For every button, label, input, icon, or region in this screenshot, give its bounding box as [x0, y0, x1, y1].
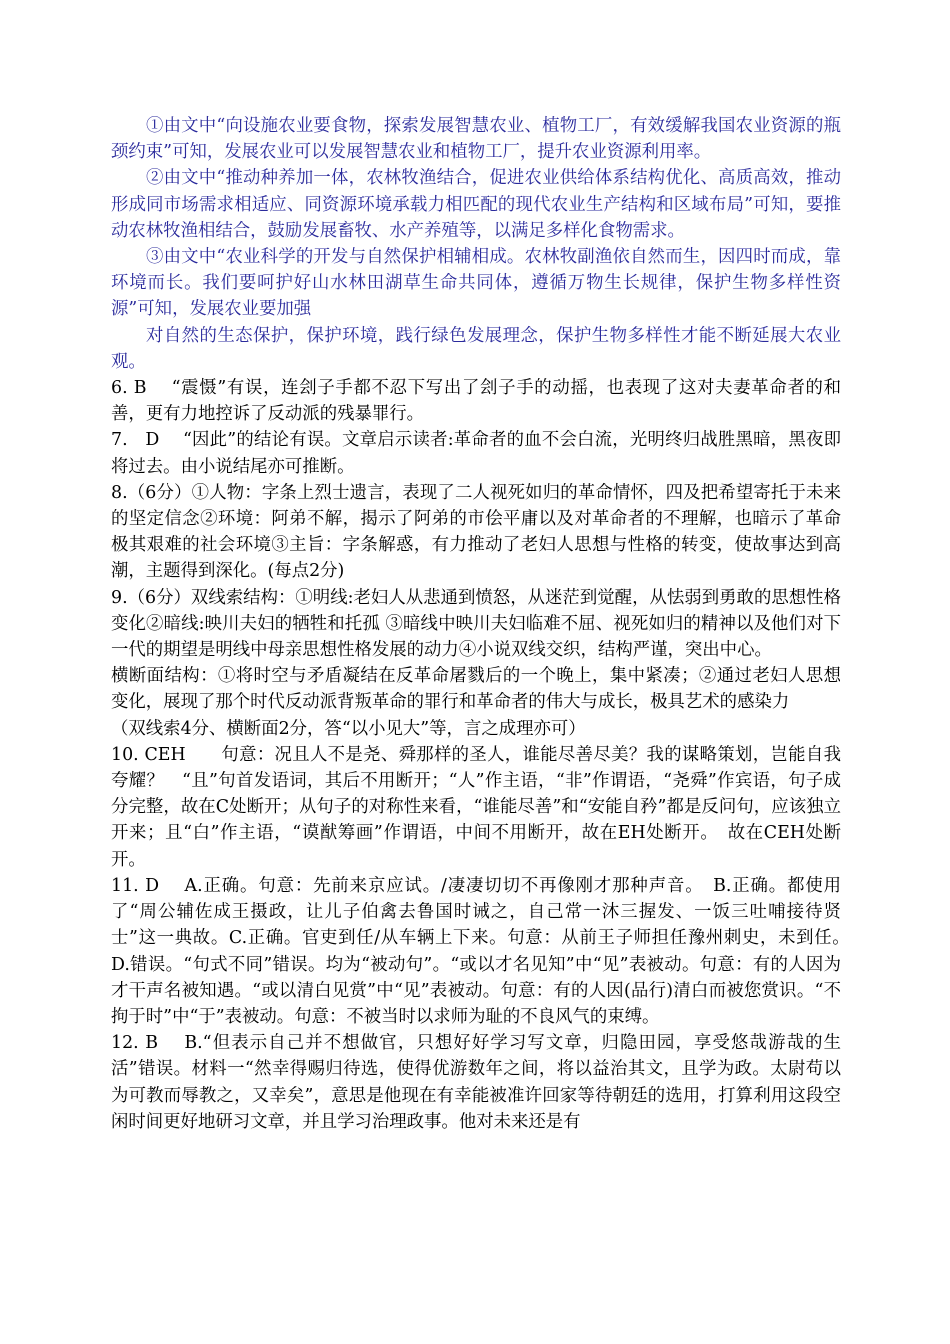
answer-paragraph: 9.（6分）双线索结构：①明线:老妇人从悲通到愤怒，从迷茫到觉醒，从怯弱到勇敢的思想性格变化②暗线:映川夫妇的牺牲和托孤 ③暗线中映川夫妇临难不屈、视死如归的精神以及他们对下一代的期望是明线中母亲思想性格发展的动力④小说双线交织，结构严谨，突出中心。 [111, 587, 841, 661]
answer-paragraph: 8.（6分）①人物：字条上烈士遗言，表现了二人视死如归的革命情怀，四及把希望寄托于未来的坚定信念②环境：阿弟不解，揭示了阿弟的市侩平庸以及对革命者的不理解，也暗示了革命极其艰难的社会环境③主旨：字条解惑，有力推动了老妇人思想与性格的转变，使故事达到高潮，主题得到深化。(每点2分) [111, 482, 841, 582]
answer-paragraph: 7. D “因此”的结论有误。文章启示读者:革命者的血不会白流，光明终归战胜黑暗，黑夜即将过去。由小说结尾亦可推断。 [111, 430, 841, 477]
answer-paragraph: 12. B B.“但表示自己并不想做官，只想好好学习写文章，归隐田园，享受悠哉游哉的生活”错误。材料一“然幸得赐归待选，使得优游数年之间，将以益治其文，且学为政。太尉苟以为可教而辱教之，又幸矣”，意思是他现在有幸能被准许回家等待朝廷的选用，打算利用这段空闲时间更好地研习文章，并且学习治理政事。他对未来还是有 [111, 1033, 841, 1132]
answer-paragraph: （双线索4分、横断面2分，答“以小见大”等，言之成理亦可） [111, 718, 586, 739]
answer-paragraph: 对自然的生态保护，保护环境，践行绿色发展理念，保护生物多样性才能不断延展大农业观。 [111, 325, 841, 372]
document-page [111, 113, 859, 1135]
answer-paragraph: 10. CEH 句意：况且人不是尧、舜那样的圣人，谁能尽善尽美？我的谋略策划，岂能自我夸耀？ “且”句首发语词，其后不用断开；“人”作主语，“非”作谓语，“尧舜”作宾语，句子成分完整，故在C处断开；从句子的对称性来看，“谁能尽善”和“安能自矜”都是反问句，应该独立开来；且“白”作主语，“谟猷筹画”作谓语，中间不用断开，故在EH处断开。 故在CEH处断开。 [111, 744, 841, 870]
answer-paragraph: ②由文中“推动种养加一体，农林牧渔结合，促进农业供给体系结构优化、高质高效，推动形成同市场需求相适应、同资源环境承载力相匹配的现代农业生产结构和区域布局”可知，要推动农林牧渔相结合，鼓励发展畜牧、水产养殖等，以满足多样化食物需求。 [111, 168, 841, 241]
answer-paragraph: 11. D A.正确。句意：先前来京应试。/凄凄切切不再像刚才那种声音。 B.正确。都使用了“周公辅佐成王摄政，让儿子伯禽去鲁国时诫之，自己常一沐三握发、一饭三吐哺接待贤士”这一典故。C.正确。官吏到任/从车辆上下来。句意：从前王子师担任豫州刺史，未到任。 D.错误。“句式不同”错误。均为“被动句”。“或以才名见知”中“见”表被动。句意：有的人因为才干声名被知遇。“或以清白见赏”中“见”表被动。句意：有的人因(品行)清白而被您赏识。“不拘于时”中“于”表被动。句意：不被当时以求师为耻的不良风气的束缚。 [111, 875, 859, 1027]
answer-paragraph: ③由文中“农业科学的开发与自然保护相辅相成。农林牧副渔依自然而生，因四时而成，靠环境而长。我们要呵护好山水林田湖草生命共同体，遵循万物生长规律，保护生物多样性资源”可知，发展农业要加强 [111, 247, 841, 320]
answer-paragraph: 横断面结构：①将时空与矛盾凝结在反革命屠戮后的一个晚上，集中紧凑；②通过老妇人思想变化，展现了那个时代反动派背叛革命的罪行和革命者的伟大与成长，极具艺术的感染力 [111, 666, 841, 713]
answer-paragraph: ①由文中“向设施农业要食物，探索发展智慧农业、植物工厂，有效缓解我国农业资源的瓶颈约束”可知，发展农业可以发展智慧农业和植物工厂，提升农业资源利用率。 [111, 116, 841, 163]
answer-paragraph: 6. B “震慑”有误，连刽子手都不忍下写出了刽子手的动摇，也表现了这对夫妻革命者的和善，更有力地控诉了反动派的残暴罪行。 [111, 378, 841, 425]
